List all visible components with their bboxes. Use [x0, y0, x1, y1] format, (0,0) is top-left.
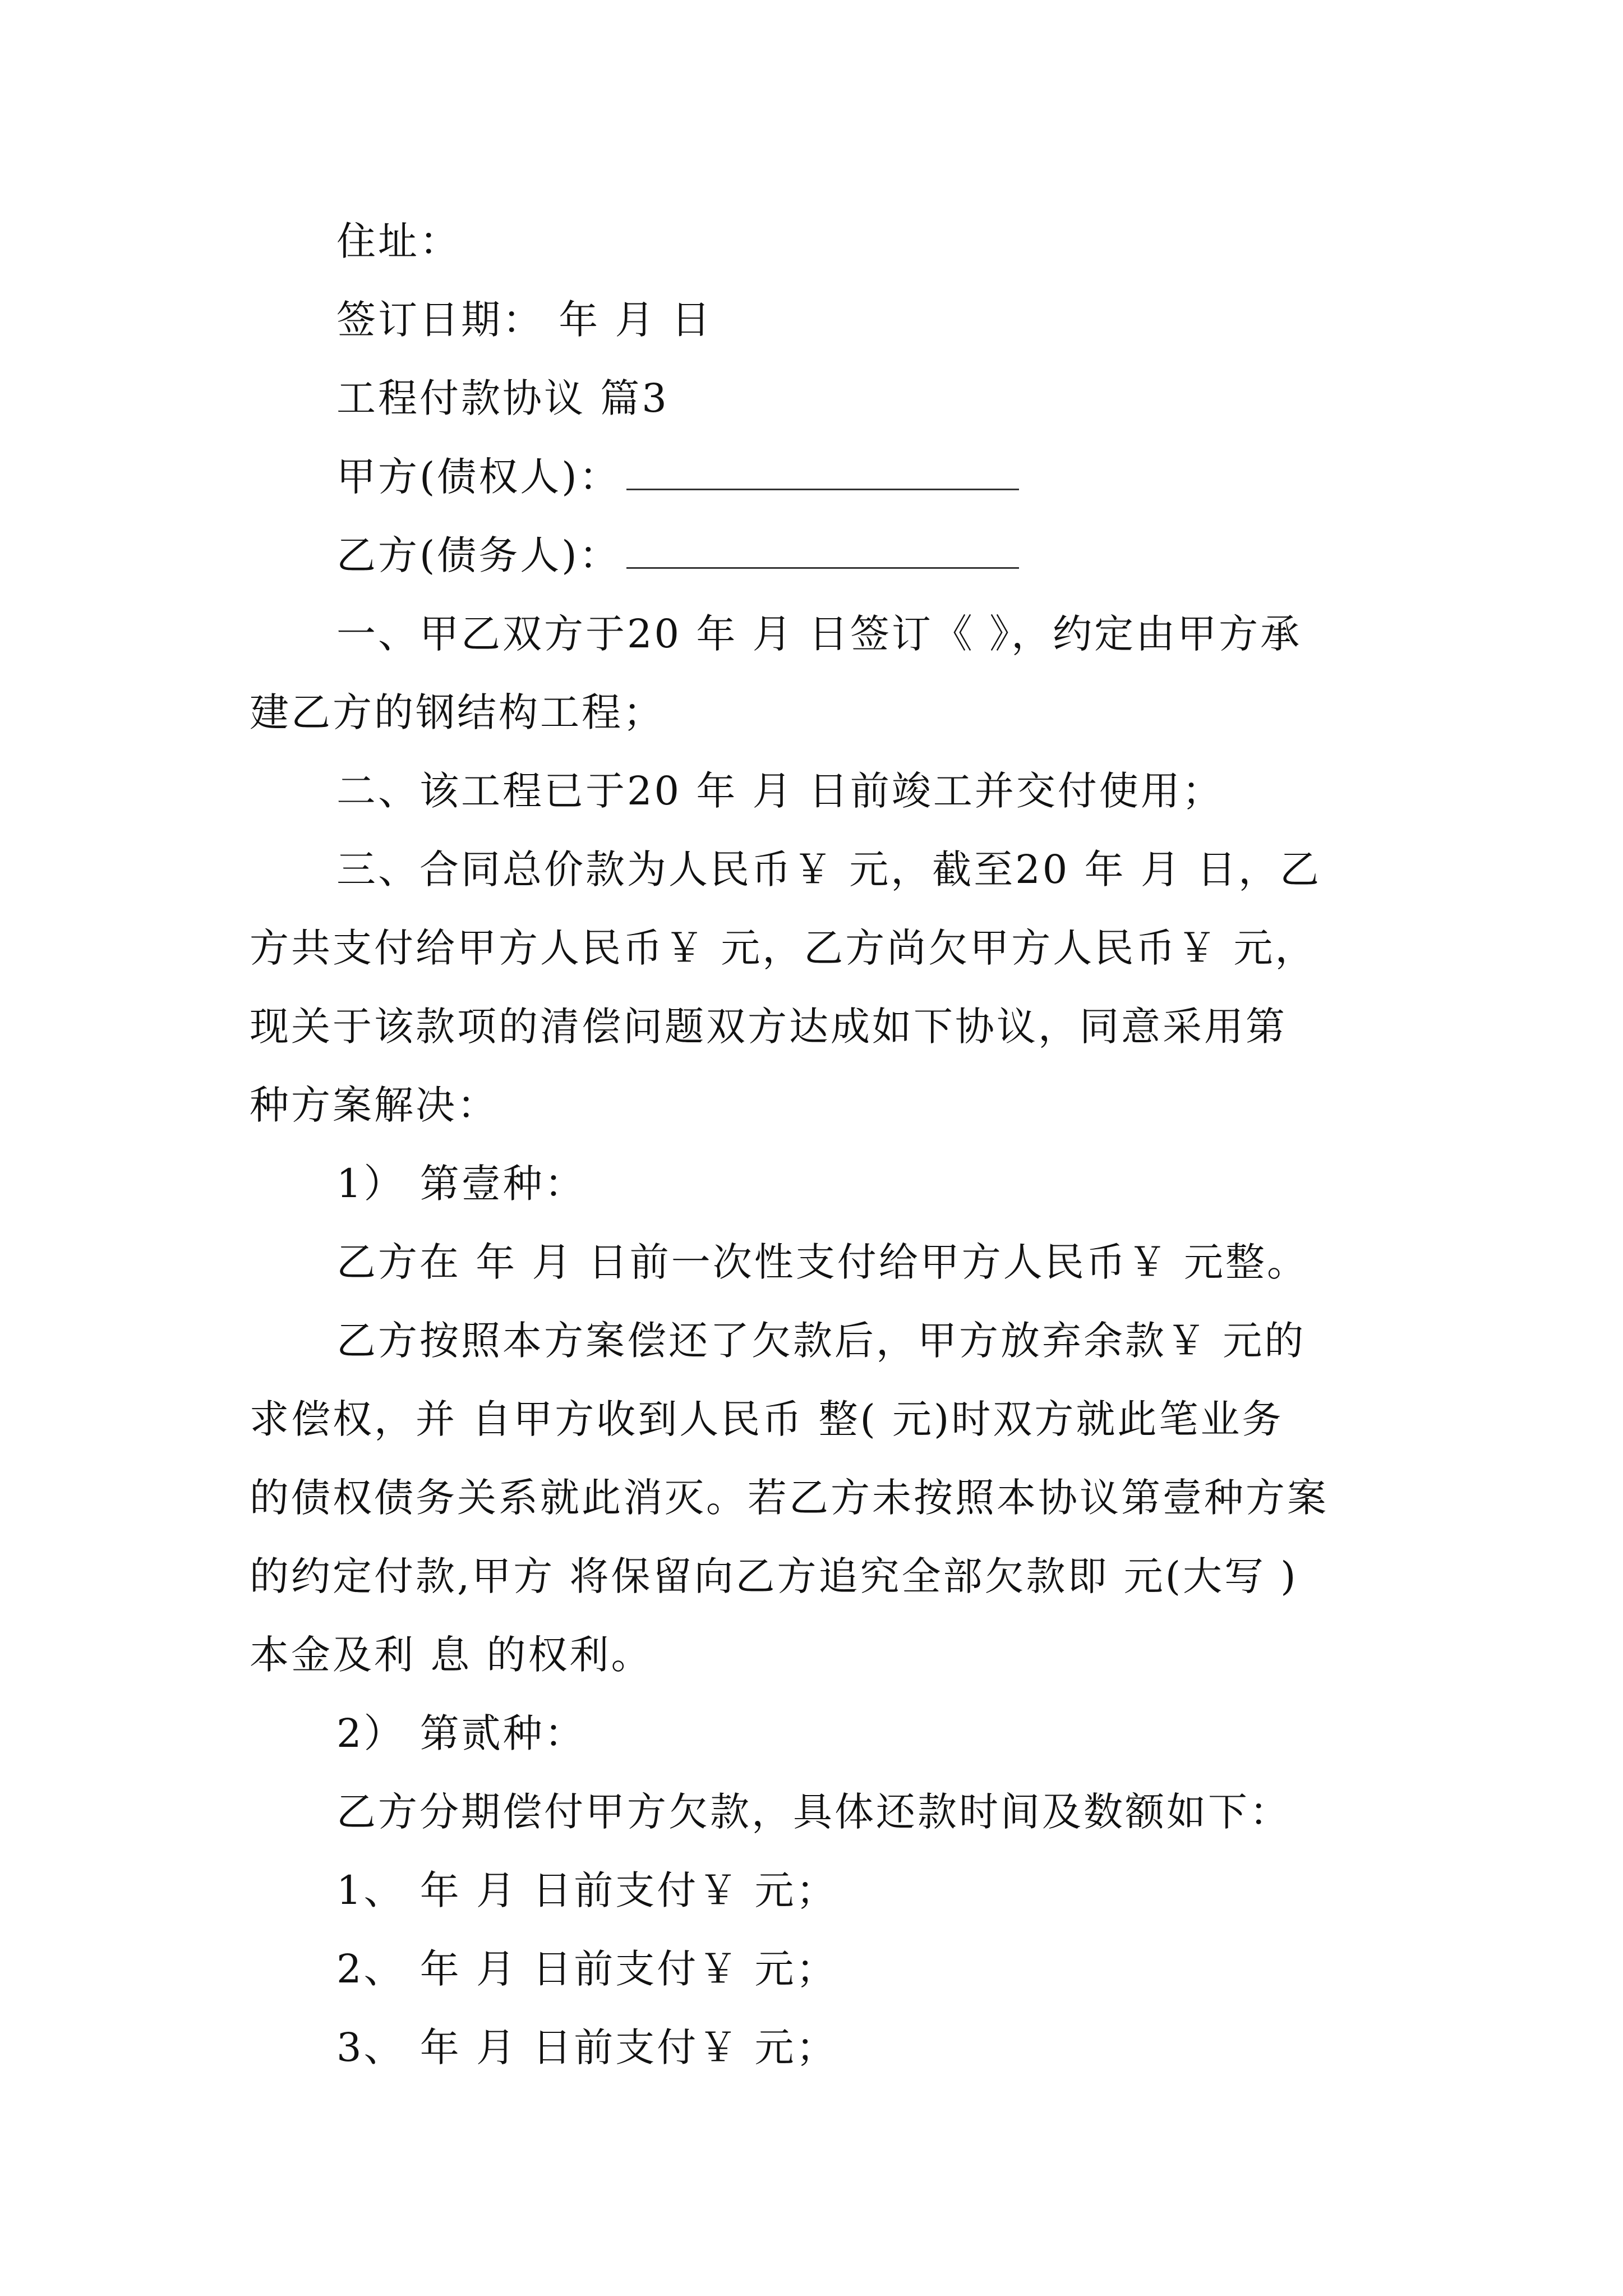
paragraph-line: 三、合同总价款为人民币￥ 元，截至20 年 月 日，乙 — [336, 846, 1322, 892]
installment-item: 2、 年 月 日前支付￥ 元； — [336, 1946, 838, 1992]
paragraph-line: 乙方分期偿付甲方欠款，具体还款时间及数额如下： — [336, 1789, 1291, 1835]
section-title: 工程付款协议 篇3 — [336, 375, 669, 421]
party-a-blank — [626, 455, 1019, 490]
installment-item: 3、 年 月 日前支付￥ 元； — [336, 2024, 838, 2070]
paragraph-line: 乙方在 年 月 日前一次性支付给甲方人民币￥ 元整。 — [336, 1239, 1309, 1285]
party-a-line — [336, 449, 1019, 505]
paragraph-line: 一、甲乙双方于20 年 月 日签订《 》，约定由甲方承 — [336, 611, 1302, 657]
paragraph-line: 的债权债务关系就此消灭。若乙方未按照本协议第壹种方案 — [250, 1475, 1329, 1521]
paragraph-line: 二、该工程已于20 年 月 日前竣工并交付使用； — [336, 768, 1224, 814]
paragraph-line: 现关于该款项的清偿问题双方达成如下协议，同意采用第 — [250, 1004, 1287, 1050]
party-a-label: 甲方(债权人)： — [336, 454, 621, 500]
option-two-heading: 2） 第贰种： — [336, 1710, 586, 1756]
installment-item: 1、 年 月 日前支付￥ 元； — [336, 1867, 838, 1913]
party-b-label: 乙方(债务人)： — [336, 532, 621, 578]
party-b-blank — [626, 533, 1019, 569]
paragraph-line: 乙方按照本方案偿还了欠款后，甲方放弃余款￥ 元的 — [336, 1318, 1306, 1364]
paragraph-line: 种方案解决： — [250, 1082, 499, 1128]
paragraph-line: 方共支付给甲方人民币￥ 元，乙方尚欠甲方人民币￥ 元， — [250, 925, 1317, 971]
party-b-line — [336, 527, 1019, 583]
sign-date-line: 签订日期： 年 月 日 — [336, 297, 713, 343]
paragraph-line: 求偿权，并 自甲方收到人民币 整( 元)时双方就此笔业务 — [250, 1396, 1284, 1442]
paragraph-line: 的约定付款,甲方 将保留向乙方追究全部欠款即 元(大写 ) — [250, 1553, 1298, 1599]
paragraph-line: 本金及利 息 的权利。 — [250, 1632, 653, 1678]
paragraph-line: 建乙方的钢结构工程； — [250, 689, 665, 735]
option-one-heading: 1） 第壹种： — [336, 1161, 586, 1207]
address-line: 住址： — [336, 218, 461, 264]
